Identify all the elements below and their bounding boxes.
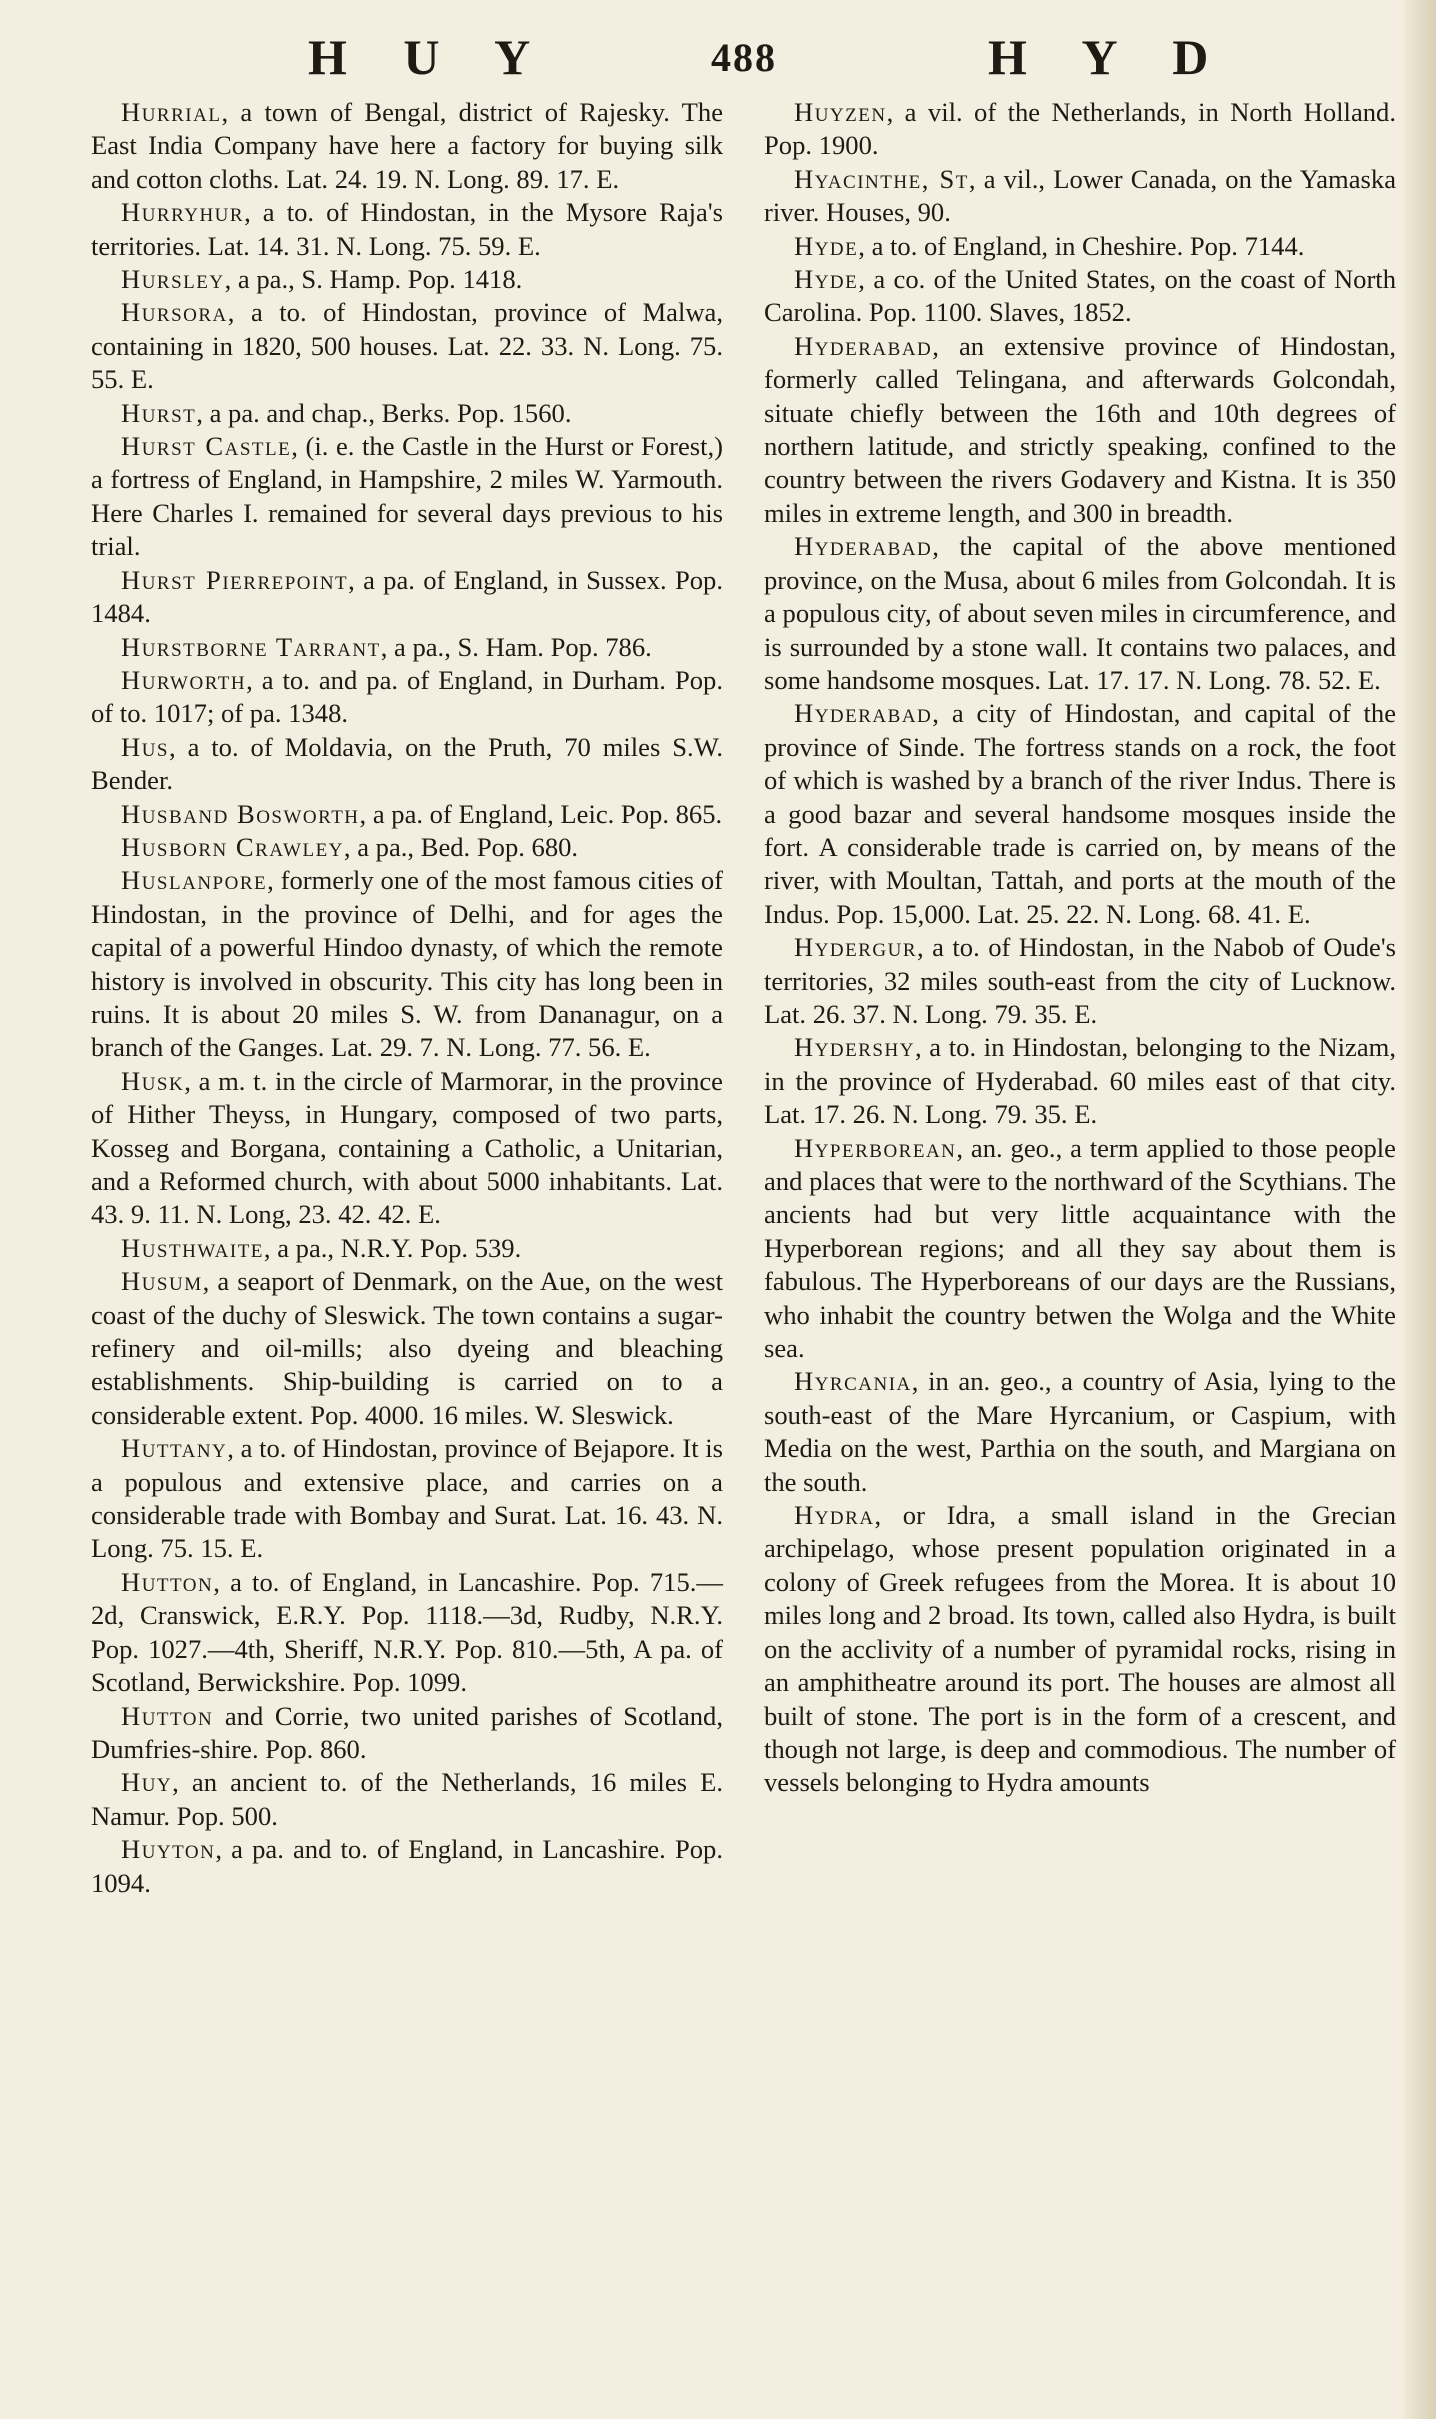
gazetteer-entry: [91, 1766, 723, 1833]
entry-headword: Husum: [121, 1266, 203, 1297]
entry-text: , the capital of the above mentioned province, on the Musa, about 6 miles from Golcondah. It is a populous city, of about seven miles in circumference, and is surrounded by a stone wall. It contains two palaces, and some handsome mosques. Lat. 17. 17. N. Long. 78. 52. E.: [764, 531, 1396, 695]
entry-text: , a pa., S. Ham. Pop. 786.: [380, 631, 652, 662]
gazetteer-entry: [91, 664, 723, 731]
entry-text: , a vil., Lower Canada, on the Yamaska river. Houses, 90.: [764, 163, 1397, 228]
entry-text: , a pa. of England, Leic. Pop. 865.: [359, 798, 723, 829]
entry-text: , a pa., Bed. Pop. 680.: [343, 831, 579, 862]
entry-headword: Hurst: [121, 397, 197, 428]
gazetteer-entry: [91, 296, 723, 396]
entry-headword: Hursora: [121, 297, 228, 328]
gazetteer-entry: [764, 96, 1396, 163]
gazetteer-entry: [91, 631, 723, 664]
entry-headword: Hyde: [794, 230, 859, 261]
entry-text: , or Idra, a small island in the Grecian archipelago, whose present population originated in a colony of Greek refugees from the Morea. It is about 10 miles long and 2 broad. Its town, called also Hydra, is built on the acclivity of a number of pyramidal rocks, rising in an amphitheatre around its port. The houses are almost all built of stone. The port is in the form of a crescent, and though not large, is deep and commodious. The number of vessels belonging to Hydra amounts: [764, 1500, 1396, 1798]
entry-headword: Hurst Pierrepoint: [121, 564, 349, 595]
gazetteer-entry: [91, 1833, 723, 1900]
gazetteer-entry: [764, 530, 1396, 697]
entry-headword: Husk: [121, 1065, 185, 1096]
entry-headword: Huttany: [121, 1433, 228, 1464]
entry-text: , a pa., S. Hamp. Pop. 1418.: [224, 264, 523, 295]
entry-headword: Huyton: [121, 1834, 216, 1865]
right-column: [764, 96, 1396, 1800]
entry-headword: Huy: [121, 1767, 173, 1798]
entry-text: , a m. t. in the circle of Marmorar, in the province of Hither Theyss, in Hungary, composed of two parts, Kosseg and Borgana, containing a Catholic, a Unitarian, and a Reformed church, with about 5000 inhabitants. Lat. 43. 9. 11. N. Long, 23. 42. 42. E.: [91, 1065, 723, 1230]
entry-headword: Hydershy: [794, 1032, 915, 1063]
entry-headword: Hyderabad: [794, 531, 933, 562]
gazetteer-entry: [91, 397, 723, 430]
entry-headword: Hurrial: [121, 97, 222, 127]
entry-headword: Husband Bosworth: [121, 798, 360, 829]
entry-text: , formerly one of the most famous cities of Hindostan, in the province of Delhi, and for ages the capital of a powerful Hindoo dynasty, of which the remote history is involved in obscurity. This city has long been in ruins. It is about 20 miles S. W. from Dananagur, on a branch of the Ganges. Lat. 29. 7. N. Long. 77. 56. E.: [91, 865, 723, 1063]
gazetteer-entry: [764, 230, 1396, 263]
entry-headword: Hursley: [121, 264, 225, 295]
entry-headword: Hurst Castle: [121, 431, 292, 462]
entry-headword: Hyde: [794, 264, 859, 295]
gazetteer-entry: [764, 931, 1396, 1031]
entry-headword: Hutton: [121, 1700, 214, 1731]
entry-text: , (i. e. the Castle in the Hurst or Forest,) a fortress of England, in Hampshire, 2 miles W. Yarmouth. Here Charles I. remained for several days previous to his trial.: [91, 431, 723, 562]
entry-text: , a to. of England, in Cheshire. Pop. 7144.: [858, 230, 1305, 261]
entry-text: , a pa., N.R.Y. Pop. 539.: [263, 1232, 522, 1263]
header-left-catchword: H U Y: [308, 29, 553, 85]
entry-text: , a pa. of England, in Sussex. Pop. 1484.: [91, 564, 723, 629]
entry-text: , a town of Bengal, district of Rajesky. The East India Company have here a factory for buying silk and cotton cloths. Lat. 24. 19. N. Long. 89. 17. E.: [91, 97, 723, 194]
entry-headword: Huslanpore: [121, 865, 268, 896]
entry-text: , a co. of the United States, on the coast of North Carolina. Pop. 1100. Slaves, 1852.: [764, 264, 1396, 328]
gazetteer-entry: [91, 96, 723, 196]
entry-text: , in an. geo., a country of Asia, lying to the south-east of the Mare Hyrcanium, or Caspium, with Media on the west, Parthia on the south, and Margiana on the south.: [764, 1366, 1396, 1497]
gazetteer-entry: [764, 330, 1396, 530]
entry-headword: Hurstborne Tarrant: [121, 631, 381, 662]
page-number: 488: [711, 35, 777, 80]
entry-headword: Hus: [121, 731, 169, 762]
entry-headword: Hurworth: [121, 664, 247, 695]
gazetteer-entry: [91, 1432, 723, 1566]
gazetteer-entry: [764, 1499, 1396, 1800]
entry-text: , an. geo., a term applied to those people and places that were to the northward of the Scythians. The ancients had but very little acquaintance with the Hyperborean regions; and all they say about them is fabulous. The Hyperboreans of our days are the Russians, who inhabit the country betwen the Wolga and the White sea.: [764, 1132, 1396, 1364]
gazetteer-entry: [91, 731, 723, 798]
entry-headword: Hydra: [794, 1500, 875, 1531]
entry-text: , an ancient to. of the Netherlands, 16 miles E. Namur. Pop. 500.: [91, 1767, 723, 1831]
gazetteer-entry: [91, 1232, 723, 1265]
entry-text: , a pa. and chap., Berks. Pop. 1560.: [196, 397, 572, 428]
gazetteer-entry: [91, 196, 723, 263]
entry-text: and Corrie, two united parishes of Scotland, Dumfries-shire. Pop. 860.: [91, 1700, 723, 1764]
entry-text: , a to. of Hindostan, province of Bejapore. It is a populous and extensive place, and carries on a considerable trade with Bombay and Surat. Lat. 16. 43. N. Long. 75. 15. E.: [91, 1433, 723, 1564]
entry-headword: Hurryhur: [121, 197, 245, 228]
header-right-catchword: H Y D: [988, 29, 1231, 85]
entry-text: , a to. of Hindostan, in the Mysore Raja's territories. Lat. 14. 31. N. Long. 75. 59. E.: [91, 197, 723, 261]
gazetteer-entry: [91, 864, 723, 1064]
gazetteer-entry: [91, 263, 723, 296]
gazetteer-entry: [91, 1065, 723, 1232]
entry-text: , a to. and pa. of England, in Durham. Pop. of to. 1017; of pa. 1348.: [91, 664, 723, 729]
entry-headword: Hyacinthe, St: [794, 163, 969, 194]
gazetteer-entry: [764, 1031, 1396, 1131]
gazetteer-entry: [91, 1566, 723, 1700]
gazetteer-entry: [91, 798, 723, 831]
entry-text: , a city of Hindostan, and capital of the province of Sinde. The fortress stands on a rock, the foot of which is washed by a branch of the river Indus. There is a good bazar and several handsome mosques inside the fort. A considerable trade is carried on, by means of the river, with Moultan, Tattah, and ports at the mouth of the Indus. Pop. 15,000. Lat. 25. 22. N. Long. 68. 41. E.: [764, 698, 1396, 929]
entry-text: , a to. in Hindostan, belonging to the Nizam, in the province of Hyderabad. 60 miles east of that city. Lat. 17. 26. N. Long. 79. 35. E.: [764, 1032, 1396, 1130]
page-header: [80, 28, 1380, 88]
gazetteer-entry: [91, 430, 723, 564]
entry-text: , a vil. of the Netherlands, in North Holland. Pop. 1900.: [764, 97, 1396, 161]
entry-text: , a pa. and to. of England, in Lancashire. Pop. 1094.: [91, 1834, 723, 1898]
gazetteer-entry: [764, 697, 1396, 931]
entry-headword: Hyrcania: [794, 1366, 912, 1397]
entry-headword: Husthwaite: [121, 1232, 264, 1263]
entry-headword: Husborn Crawley: [121, 831, 344, 862]
entry-text: , a to. of England, in Lancashire. Pop. 715.—2d, Cranswick, E.R.Y. Pop. 1118.—3d, Rudby, N.R.Y. Pop. 1027.—4th, Sheriff, N.R.Y. Pop. 810.—5th, A pa. of Scotland, Berwickshire. Pop. 1099.: [91, 1566, 723, 1698]
gazetteer-entry: [91, 831, 723, 864]
page-gutter-shadow: [1404, 0, 1436, 2419]
entry-headword: Hyderabad: [794, 330, 933, 361]
entry-text: , an extensive province of Hindostan, formerly called Telingana, and afterwards Golcondah, situate chiefly between the 16th and 10th degrees of northern latitude, and strictly speaking, confined to the country between the rivers Godavery and Kistna. It is 350 miles in extreme length, and 300 in breadth.: [764, 330, 1396, 528]
entry-headword: Hyperborean: [794, 1132, 957, 1163]
gazetteer-entry: [764, 163, 1396, 230]
entry-headword: Hutton: [121, 1566, 214, 1597]
gazetteer-entry: [91, 1265, 723, 1432]
entry-headword: Hyderabad: [794, 698, 933, 729]
left-column: [91, 96, 723, 1900]
entry-text: , a to. of Moldavia, on the Pruth, 70 miles S.W. Bender.: [91, 731, 723, 796]
entry-text: , a to. of Hindostan, in the Nabob of Oude's territories, 32 miles south-east from the city of Lucknow. Lat. 26. 37. N. Long. 79. 35. E.: [764, 932, 1396, 1029]
entry-text: , a to. of Hindostan, province of Malwa, containing in 1820, 500 houses. Lat. 22. 33. N. Long. 75. 55. E.: [91, 297, 723, 395]
gazetteer-entry: [764, 1132, 1396, 1366]
entry-headword: Huyzen: [794, 97, 887, 127]
gazetteer-entry: [764, 1365, 1396, 1499]
gazetteer-entry: [91, 564, 723, 631]
entry-text: , a seaport of Denmark, on the Aue, on the west coast of the duchy of Sleswick. The town contains a sugar-refinery and oil-mills; also dyeing and bleaching establishments. Ship-building is carried on to a considerable extent. Pop. 4000. 16 miles. W. Sleswick.: [91, 1266, 723, 1430]
gazetteer-entry: [91, 1700, 723, 1767]
entry-headword: Hydergur: [794, 932, 918, 963]
gazetteer-entry: [764, 263, 1396, 330]
